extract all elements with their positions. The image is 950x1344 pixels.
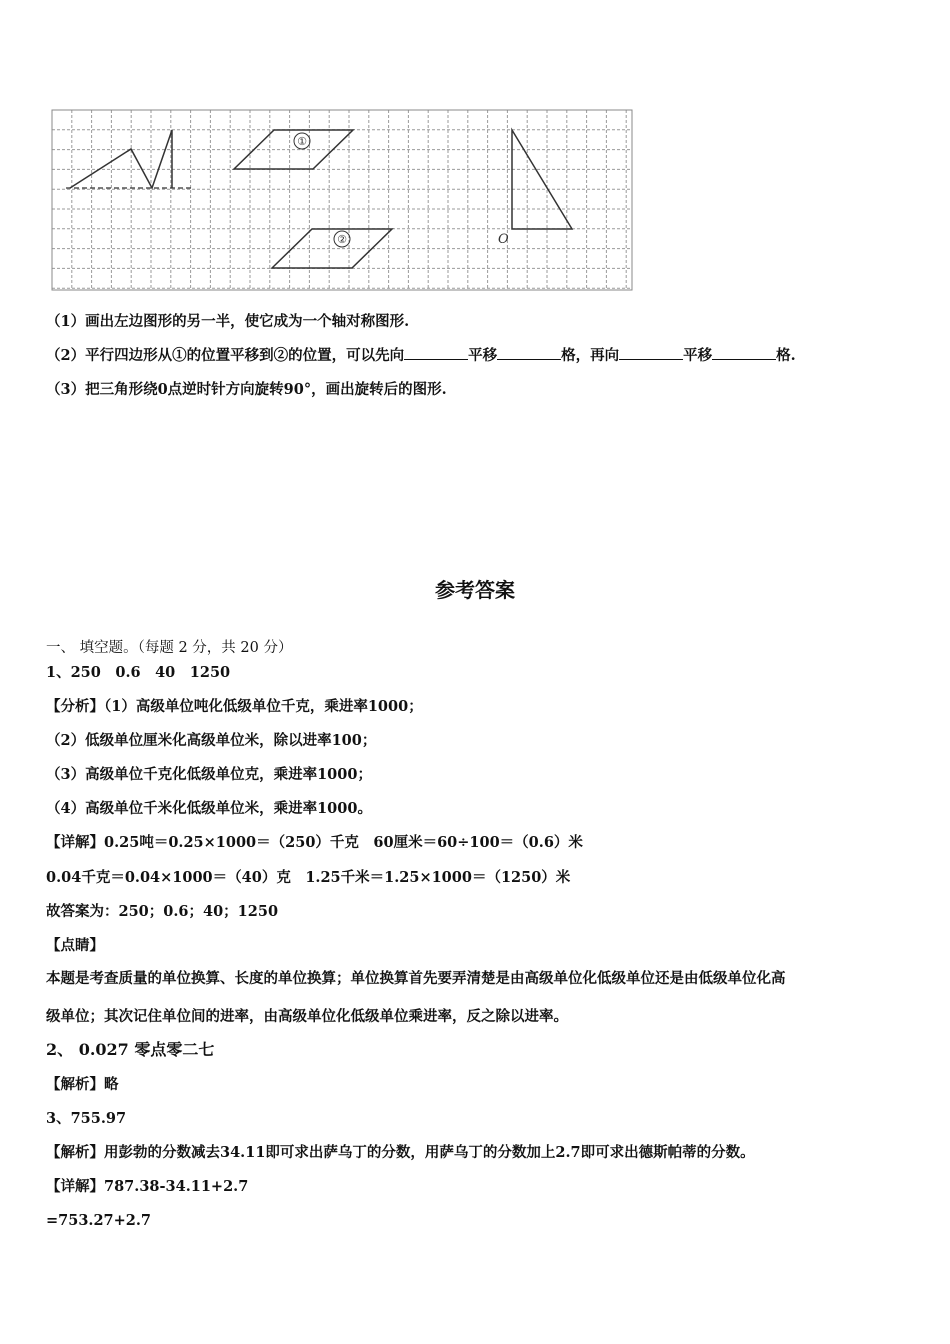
q2-part2: 平移 — [468, 347, 498, 364]
answer-line: 【分析】（1）高级单位吨化低级单位千克，乘进率1000； — [46, 698, 423, 715]
answer-line: 本题是考查质量的单位换算、长度的单位换算；单位换算首先要弄清楚是由高级单位化低级单位还是由低级单位化高 — [46, 970, 786, 987]
answer-line: 【解析】用彭勃的分数减去34.11即可求出萨乌丁的分数，用萨乌丁的分数加上2.7即可求出德斯帕蒂的分数。 — [46, 1144, 755, 1161]
q2-blank-3[interactable] — [619, 345, 683, 360]
answer-line: （3）高级单位千克化低级单位克，乘进率1000； — [46, 766, 372, 783]
q2-blank-1[interactable] — [404, 345, 468, 360]
grid-svg — [48, 108, 636, 292]
label-2: ② — [337, 233, 347, 246]
answer-line: 故答案为：250；0.6；40；1250 — [46, 903, 279, 920]
answer-line: 【详解】0.25吨＝0.25×1000＝（250）千克 60厘米＝60÷100＝（0.6）米 — [46, 834, 583, 851]
answer-line: 【点睛】 — [46, 937, 104, 954]
answer-line: 级单位；其次记住单位间的进率，由高级单位化低级单位乘进率，反之除以进率。 — [46, 1008, 568, 1025]
section-heading: 一、 填空题。（每题 2 分，共 20 分） — [46, 640, 293, 656]
answer-title: 参考答案 — [435, 578, 515, 602]
answer-line: 0.04千克＝0.04×1000＝（40）克 1.25千米＝1.25×1000＝（1250）米 — [46, 869, 571, 886]
answer-line: （4）高级单位千米化低级单位米，乘进率1000。 — [46, 800, 372, 817]
question-1: （1）画出左边图形的另一半，使它成为一个轴对称图形. — [46, 313, 410, 330]
q2-part1: （2）平行四边形从①的位置平移到②的位置，可以先向 — [46, 347, 405, 364]
answer-line: 【详解】787.38-34.11+2.7 — [46, 1178, 249, 1195]
geometry-grid-figure — [48, 108, 636, 292]
q2-blank-2[interactable] — [497, 345, 561, 360]
q2-part5: 格. — [776, 347, 796, 364]
answer-line: （2）低级单位厘米化高级单位米，除以进率100； — [46, 732, 377, 749]
answer-line: =753.27+2.7 — [46, 1212, 152, 1229]
q2-part4: 平移 — [683, 347, 713, 364]
q2-blank-4[interactable] — [712, 345, 776, 360]
q2-part3: 格，再向 — [561, 347, 620, 364]
question-2 — [46, 345, 796, 366]
answer-line: 3、755.97 — [46, 1110, 127, 1127]
point-o-label: O — [498, 232, 509, 247]
triangle — [512, 130, 572, 229]
answer-line: 1、250 0.6 40 1250 — [46, 664, 231, 681]
answer-line: 【解析】略 — [46, 1076, 119, 1093]
half-shape — [70, 130, 172, 188]
dashed-grid — [52, 110, 632, 290]
grid-border — [52, 110, 632, 290]
answer-line: 2、 0.027 零点零二七 — [46, 1040, 215, 1059]
question-3: （3）把三角形绕0点逆时针方向旋转90°，画出旋转后的图形. — [46, 381, 447, 398]
label-1: ① — [297, 135, 307, 148]
